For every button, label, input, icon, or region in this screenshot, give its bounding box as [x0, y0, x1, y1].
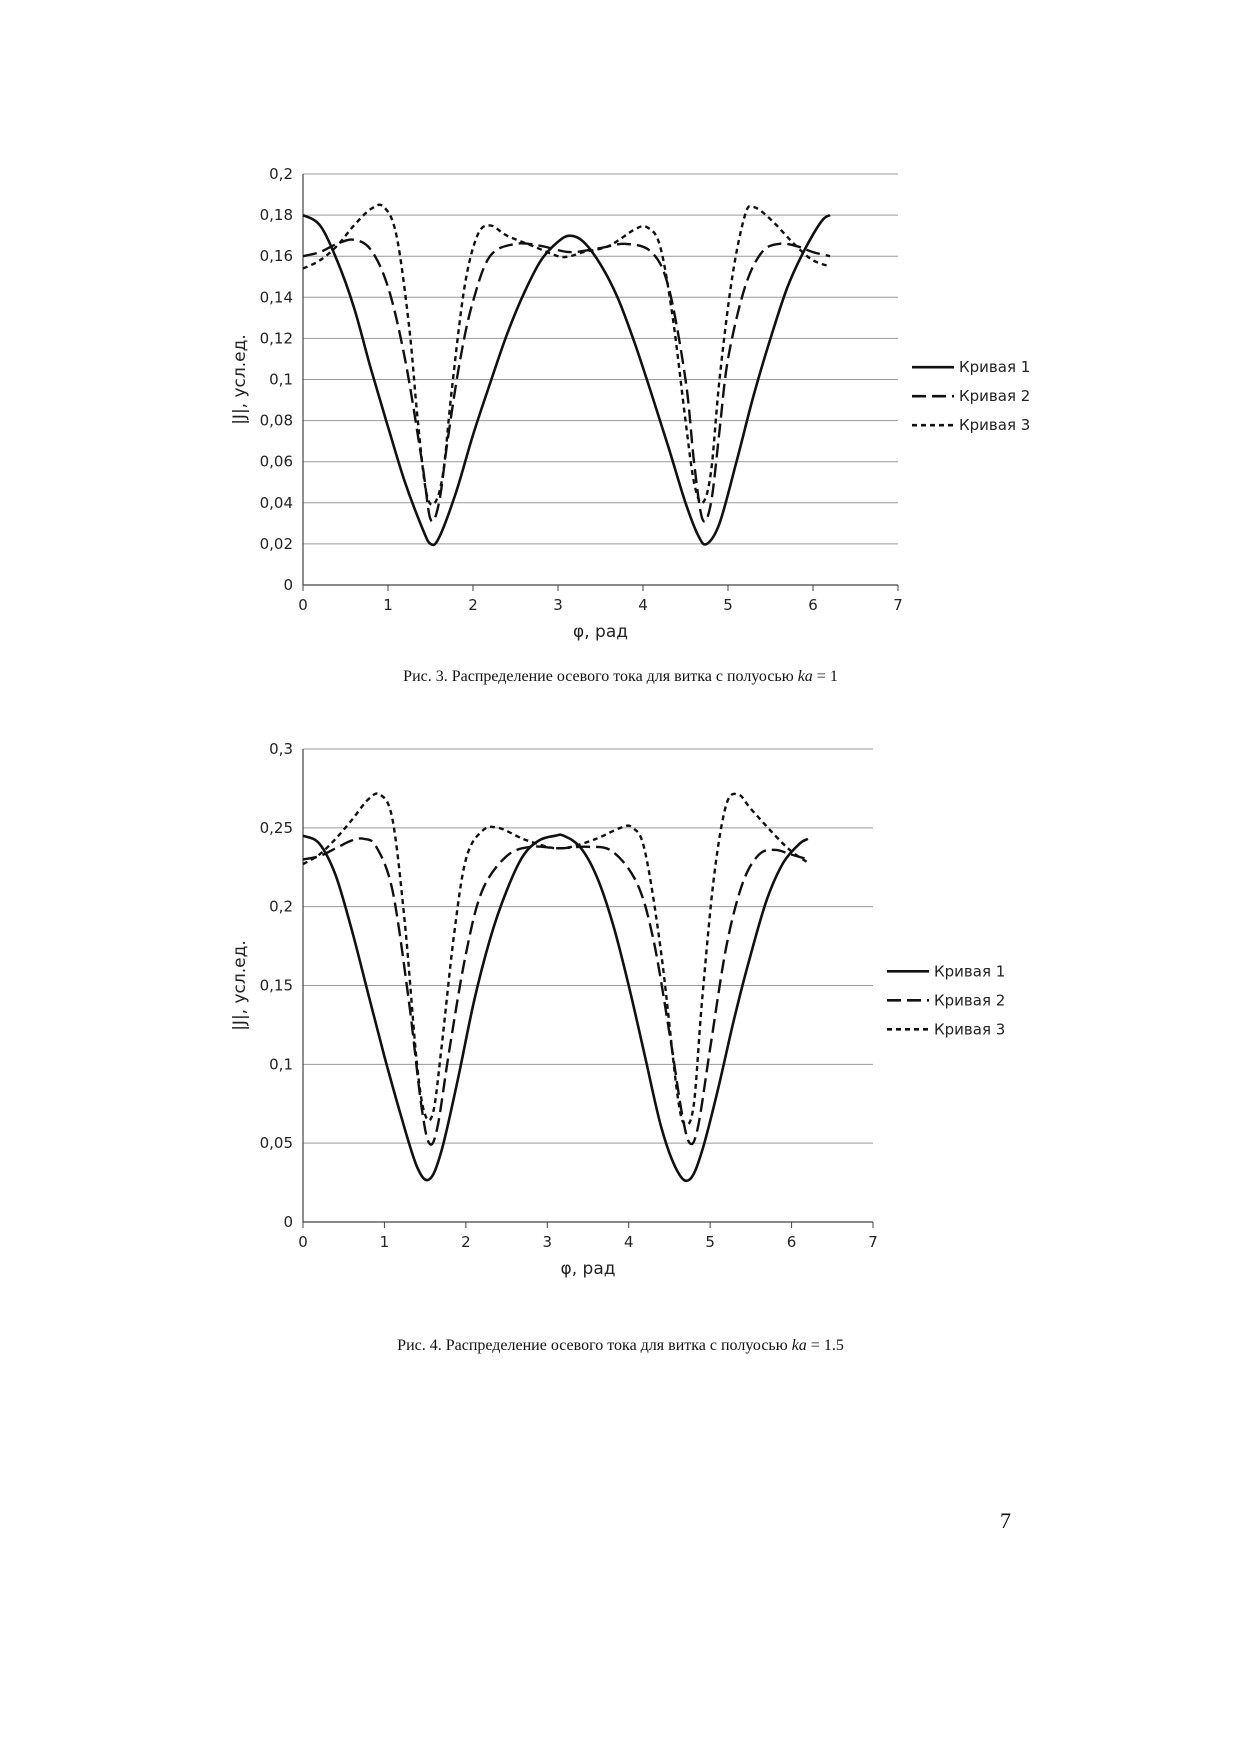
y-tick-label: 0,05	[259, 1134, 293, 1153]
y-tick-label: 0,06	[259, 452, 293, 471]
x-tick-label: 6	[786, 1233, 797, 1251]
x-tick-label: 2	[468, 596, 478, 614]
legend-label-3: Кривая 3	[934, 1020, 1006, 1039]
y-axis-title: |J|, усл.ед.	[230, 940, 250, 1031]
y-tick-label: 0,16	[259, 247, 293, 266]
series-line-3	[303, 793, 808, 1124]
series-line-3	[303, 205, 830, 505]
x-tick-label: 3	[553, 596, 563, 614]
x-axis-title: φ, рад	[560, 1259, 616, 1279]
caption-text: Рис. 4. Распределение осевого тока для витка с полуосью	[397, 1337, 792, 1354]
y-tick-label: 0,12	[259, 329, 293, 348]
caption-text: Рис. 3. Распределение осевого тока для витка с полуосью	[403, 668, 798, 685]
y-tick-label: 0,1	[269, 1055, 293, 1074]
series-line-2	[303, 838, 808, 1144]
chart-figure-3	[0, 150, 1241, 642]
y-tick-label: 0,04	[259, 493, 293, 512]
x-tick-label: 4	[623, 1233, 634, 1251]
y-tick-label: 0,02	[259, 534, 293, 553]
caption-variable: ka	[797, 668, 813, 685]
caption-variable: ka	[791, 1337, 807, 1354]
y-tick-label: 0,18	[259, 206, 293, 225]
figure-4-caption	[0, 1337, 1241, 1355]
figure-4	[0, 740, 1241, 1380]
x-tick-label: 3	[542, 1233, 553, 1251]
x-tick-label: 5	[705, 1233, 715, 1251]
figure-3	[0, 150, 1241, 710]
y-tick-label: 0,08	[259, 411, 293, 430]
y-tick-label: 0,2	[269, 897, 293, 916]
figure-3-caption	[0, 668, 1241, 686]
legend-label-2: Кривая 2	[959, 387, 1031, 406]
x-tick-label: 7	[868, 1233, 878, 1251]
x-tick-label: 5	[723, 596, 733, 614]
series-line-1	[303, 215, 830, 545]
x-axis-title: φ, рад	[573, 622, 628, 642]
y-tick-label: 0,25	[259, 818, 293, 837]
y-tick-label: 0	[283, 1213, 293, 1231]
x-tick-label: 2	[461, 1233, 471, 1251]
y-tick-label: 0,3	[269, 740, 293, 758]
caption-value: = 1	[812, 668, 838, 685]
legend-label-1: Кривая 1	[959, 358, 1031, 377]
y-tick-label: 0	[283, 576, 293, 594]
y-axis-title: |J|, усл.ед.	[230, 334, 250, 425]
series-line-2	[303, 240, 830, 522]
y-tick-label: 0,14	[259, 288, 293, 307]
legend-label-1: Кривая 1	[934, 962, 1006, 981]
legend-label-3: Кривая 3	[959, 416, 1031, 435]
page-number: 7	[1000, 1508, 1011, 1533]
x-tick-label: 1	[383, 596, 393, 614]
x-tick-label: 6	[808, 596, 818, 614]
series-line-1	[303, 835, 808, 1181]
x-tick-label: 4	[638, 596, 648, 614]
y-tick-label: 0,2	[269, 165, 293, 183]
caption-value: = 1.5	[806, 1337, 844, 1354]
y-tick-label: 0,1	[269, 370, 293, 389]
chart-figure-4	[0, 740, 1241, 1285]
x-tick-label: 7	[893, 596, 903, 614]
x-tick-label: 0	[298, 1233, 308, 1251]
y-tick-label: 0,15	[259, 976, 293, 995]
x-tick-label: 0	[298, 596, 308, 614]
legend-label-2: Кривая 2	[934, 991, 1006, 1010]
x-tick-label: 1	[379, 1233, 390, 1251]
